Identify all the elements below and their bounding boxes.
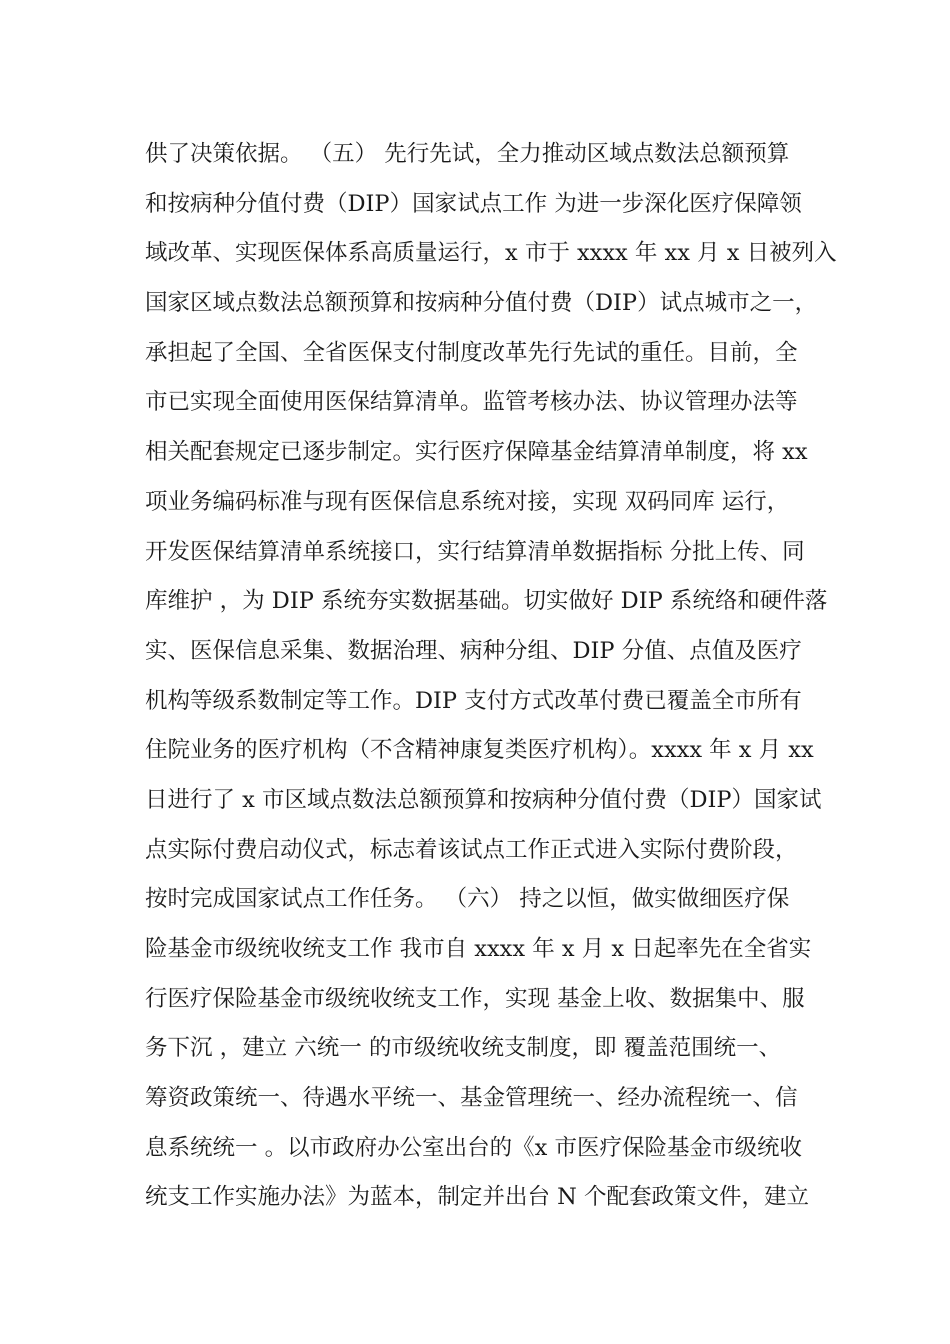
text-line: 市已实现全面使用医保结算清单。监管考核办法、协议管理办法等 bbox=[145, 389, 798, 416]
text-line: 务下沉 ，建立 六统一 的市级统收统支制度，即 覆盖范围统一、 bbox=[145, 1035, 782, 1062]
text-line: 供了决策依据。 （五） 先行先试，全力推动区域点数法总额预算 bbox=[145, 141, 790, 167]
text-line: 险基金市级统收统支工作 我市自 xxxx 年 x 月 x 日起率先在全省实 bbox=[145, 936, 812, 962]
text-line: 息系统统一 。以市政府办公室出台的《x 市医疗保险基金市级统收 bbox=[145, 1134, 802, 1161]
text-line: 机构等级系数制定等工作。DIP 支付方式改革付费已覆盖全市所有 bbox=[145, 687, 802, 714]
text-line: 筹资政策统一、待遇水平统一、基金管理统一、经办流程统一、信 bbox=[145, 1085, 798, 1112]
text-line: 库维护 ，为 DIP 系统夯实数据基础。切实做好 DIP 系统络和硬件落 bbox=[145, 588, 828, 615]
text-line: 承担起了全国、全省医保支付制度改革先行先试的重任。目前，全 bbox=[145, 339, 798, 366]
text-line: 相关配套规定已逐步制定。实行医疗保障基金结算清单制度，将 xx bbox=[145, 439, 808, 466]
text-line: 日进行了 x 市区域点数法总额预算和按病种分值付费（DIP）国家试 bbox=[145, 786, 822, 813]
text-line: 住院业务的医疗机构（不含精神康复类医疗机构）。xxxx 年 x 月 xx bbox=[145, 737, 814, 764]
text-line: 项业务编码标准与现有医保信息系统对接，实现 双码同库 运行， bbox=[145, 488, 790, 515]
text-line: 按时完成国家试点工作任务。 （六） 持之以恒，做实做细医疗保 bbox=[145, 886, 790, 913]
text-line: 国家区域点数法总额预算和按病种分值付费（DIP）试点城市之一， bbox=[145, 290, 818, 317]
text-line: 和按病种分值付费（DIP）国家试点工作 为进一步深化医疗保障领 bbox=[145, 190, 802, 217]
text-line: 开发医保结算清单系统接口，实行结算清单数据指标 分批上传、同 bbox=[145, 538, 805, 565]
body-paragraph bbox=[145, 130, 837, 1223]
text-line: 实、医保信息采集、数据治理、病种分组、DIP 分值、点值及医疗 bbox=[145, 637, 802, 664]
text-line: 行医疗保险基金市级统收统支工作，实现 基金上收、数据集中、服 bbox=[145, 985, 805, 1012]
text-line: 统支工作实施办法》为蓝本，制定并出台 N 个配套政策文件，建立 bbox=[145, 1184, 809, 1211]
text-line: 点实际付费启动仪式，标志着该试点工作正式进入实际付费阶段， bbox=[145, 836, 798, 863]
text-line: 域改革、实现医保体系高质量运行，x 市于 xxxx 年 xx 月 x 日被列入 bbox=[145, 240, 837, 267]
